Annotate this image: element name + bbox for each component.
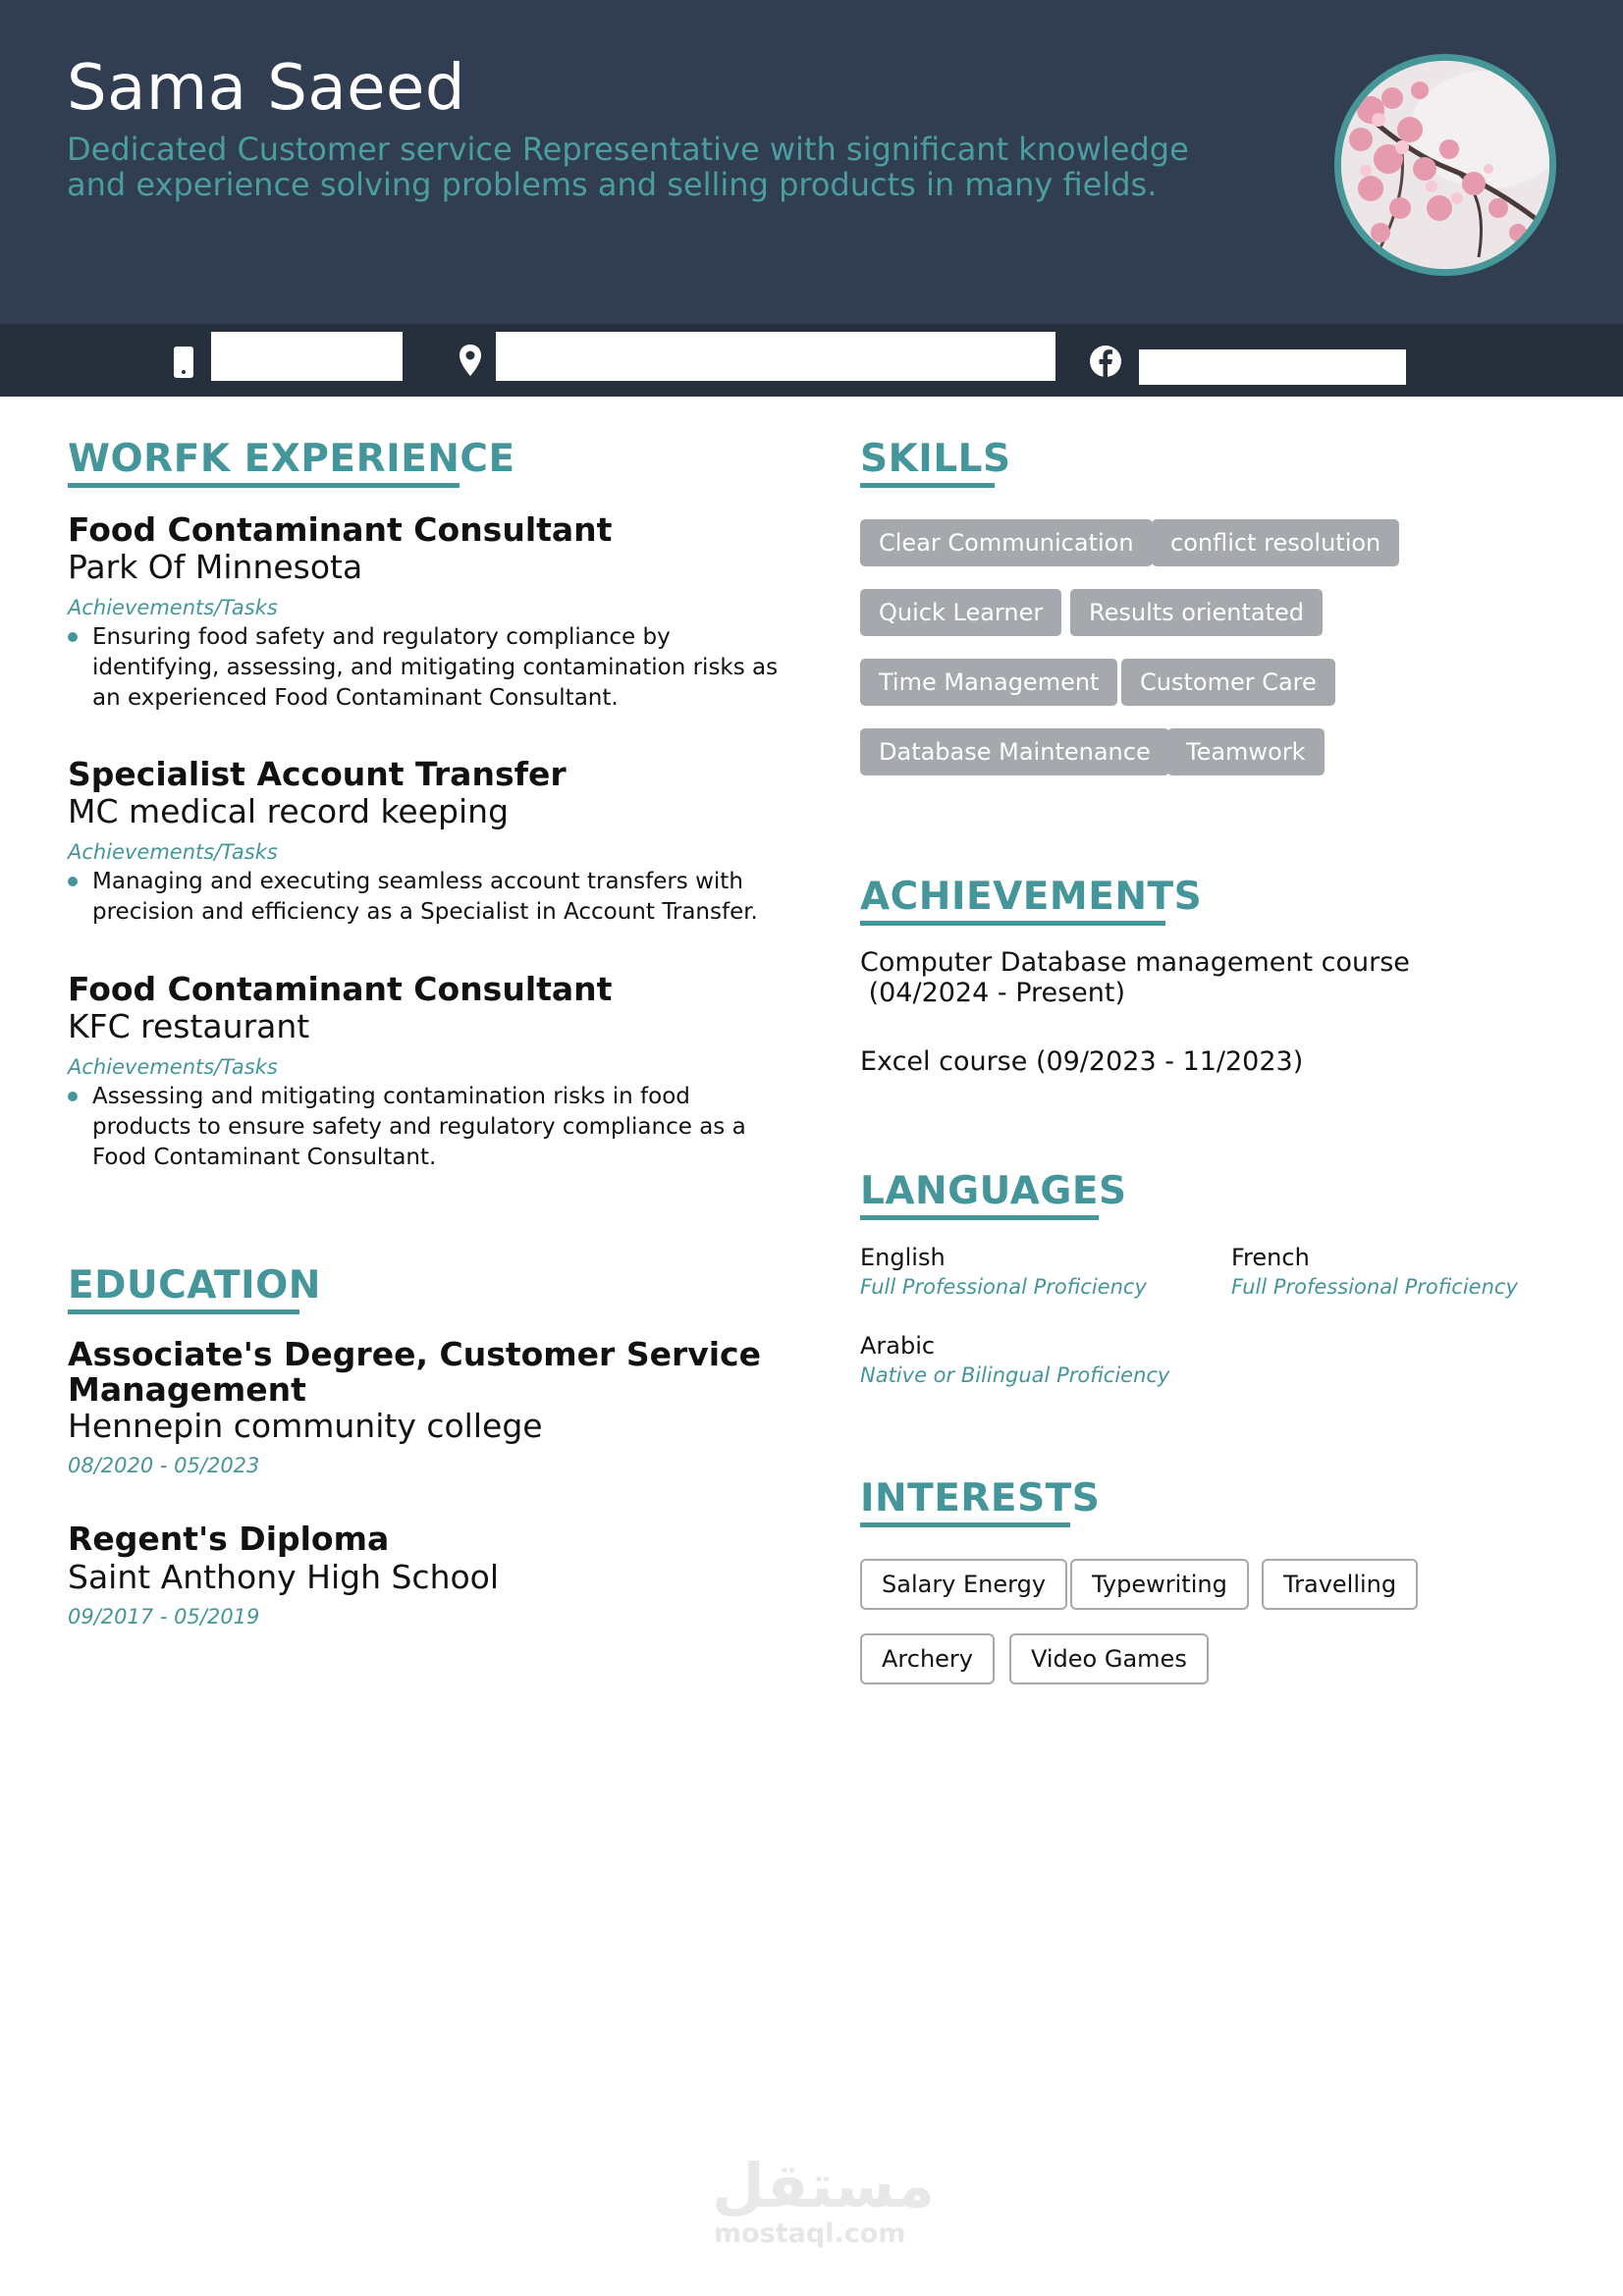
skills-heading: SKILLS xyxy=(860,437,1011,481)
interest-tag: Salary Energy xyxy=(860,1559,1067,1610)
job-bullet-1: Ensuring food safety and regulatory compliance by identifying, assessing, and mitigating contamination risks as an experienced Food Contaminant Consultant. xyxy=(92,624,779,711)
language-name-1: English xyxy=(860,1244,946,1271)
achievement-item-2: Excel course (09/2023 - 11/2023) xyxy=(860,1046,1304,1077)
bullet-dot xyxy=(68,877,78,886)
interests-heading: INTERESTS xyxy=(860,1476,1101,1521)
cherry-blossom-image xyxy=(1341,61,1549,269)
interest-tag: Typewriting xyxy=(1070,1559,1249,1610)
watermark-arabic: مستقل xyxy=(712,2150,935,2221)
profile-summary: Dedicated Customer service Representative with significant knowledge and experience solving problems and selling products in many fields. xyxy=(67,131,1189,203)
languages-underline xyxy=(860,1215,1099,1220)
language-level-2: Full Professional Proficiency xyxy=(1231,1275,1518,1299)
skill-tag: Teamwork xyxy=(1167,728,1325,775)
language-level-3: Native or Bilingual Proficiency xyxy=(860,1363,1170,1387)
resume-header xyxy=(0,0,1623,324)
school-2: Saint Anthony High School xyxy=(68,1558,500,1596)
bullet-dot xyxy=(68,632,78,642)
job-bullet-3: Assessing and mitigating contamination risks in food products to ensure safety and regulatory compliance as a Food Contaminant Consultant. xyxy=(92,1084,746,1170)
languages-heading: LANGUAGES xyxy=(860,1169,1127,1213)
candidate-name: Sama Saeed xyxy=(67,52,465,125)
job-title-2: Specialist Account Transfer xyxy=(68,755,567,793)
education-underline xyxy=(68,1309,299,1314)
facebook-icon xyxy=(1089,345,1122,378)
job-tasks-label-1: Achievements/Tasks xyxy=(68,596,278,619)
address-redaction xyxy=(496,332,1055,381)
job-company-2: MC medical record keeping xyxy=(68,792,510,830)
skill-tag: Quick Learner xyxy=(860,589,1061,636)
experience-underline xyxy=(68,483,460,488)
skill-tag: Results orientated xyxy=(1070,589,1323,636)
skill-tag: Time Management xyxy=(860,659,1117,706)
interests-underline xyxy=(860,1522,1070,1527)
education-dates-2: 09/2017 - 05/2019 xyxy=(68,1605,260,1629)
language-name-2: French xyxy=(1231,1244,1310,1271)
language-name-3: Arabic xyxy=(860,1332,936,1360)
contact-bar xyxy=(0,324,1623,397)
education-dates-1: 08/2020 - 05/2023 xyxy=(68,1454,260,1477)
job-company-1: Park Of Minnesota xyxy=(68,548,363,586)
skills-underline xyxy=(860,483,995,488)
experience-heading: WORFK EXPERIENCE xyxy=(68,437,515,481)
skill-tag: Customer Care xyxy=(1121,659,1335,706)
interest-tag: Travelling xyxy=(1262,1559,1418,1610)
watermark-latin: mostaql.com xyxy=(714,2218,906,2249)
achievements-heading: ACHIEVEMENTS xyxy=(860,875,1203,919)
skill-tag: Database Maintenance xyxy=(860,728,1169,775)
job-tasks-label-2: Achievements/Tasks xyxy=(68,840,278,864)
achievements-underline xyxy=(860,921,1165,926)
job-title-1: Food Contaminant Consultant xyxy=(68,510,613,549)
skill-tag: conflict resolution xyxy=(1152,519,1399,566)
interest-tag: Video Games xyxy=(1009,1633,1209,1684)
school-1: Hennepin community college xyxy=(68,1407,543,1445)
degree-1: Associate's Degree, Customer Service Management xyxy=(68,1335,762,1409)
job-title-3: Food Contaminant Consultant xyxy=(68,970,613,1008)
interest-tag: Archery xyxy=(860,1633,995,1684)
phone-redaction xyxy=(211,332,403,381)
achievement-item-1: Computer Database management course (04/2024 - Present) xyxy=(860,947,1410,1008)
job-bullet-2: Managing and executing seamless account transfers with precision and efficiency as a Specialist in Account Transfer. xyxy=(92,869,758,925)
facebook-redaction xyxy=(1139,349,1406,385)
degree-2: Regent's Diploma xyxy=(68,1520,390,1558)
language-level-1: Full Professional Proficiency xyxy=(860,1275,1147,1299)
bullet-dot xyxy=(68,1092,78,1101)
job-company-3: KFC restaurant xyxy=(68,1007,310,1045)
profile-photo xyxy=(1334,54,1556,276)
job-tasks-label-3: Achievements/Tasks xyxy=(68,1055,278,1079)
location-pin-icon xyxy=(459,344,482,377)
education-heading: EDUCATION xyxy=(68,1263,321,1308)
phone-icon xyxy=(173,346,194,379)
skill-tag: Clear Communication xyxy=(860,519,1153,566)
